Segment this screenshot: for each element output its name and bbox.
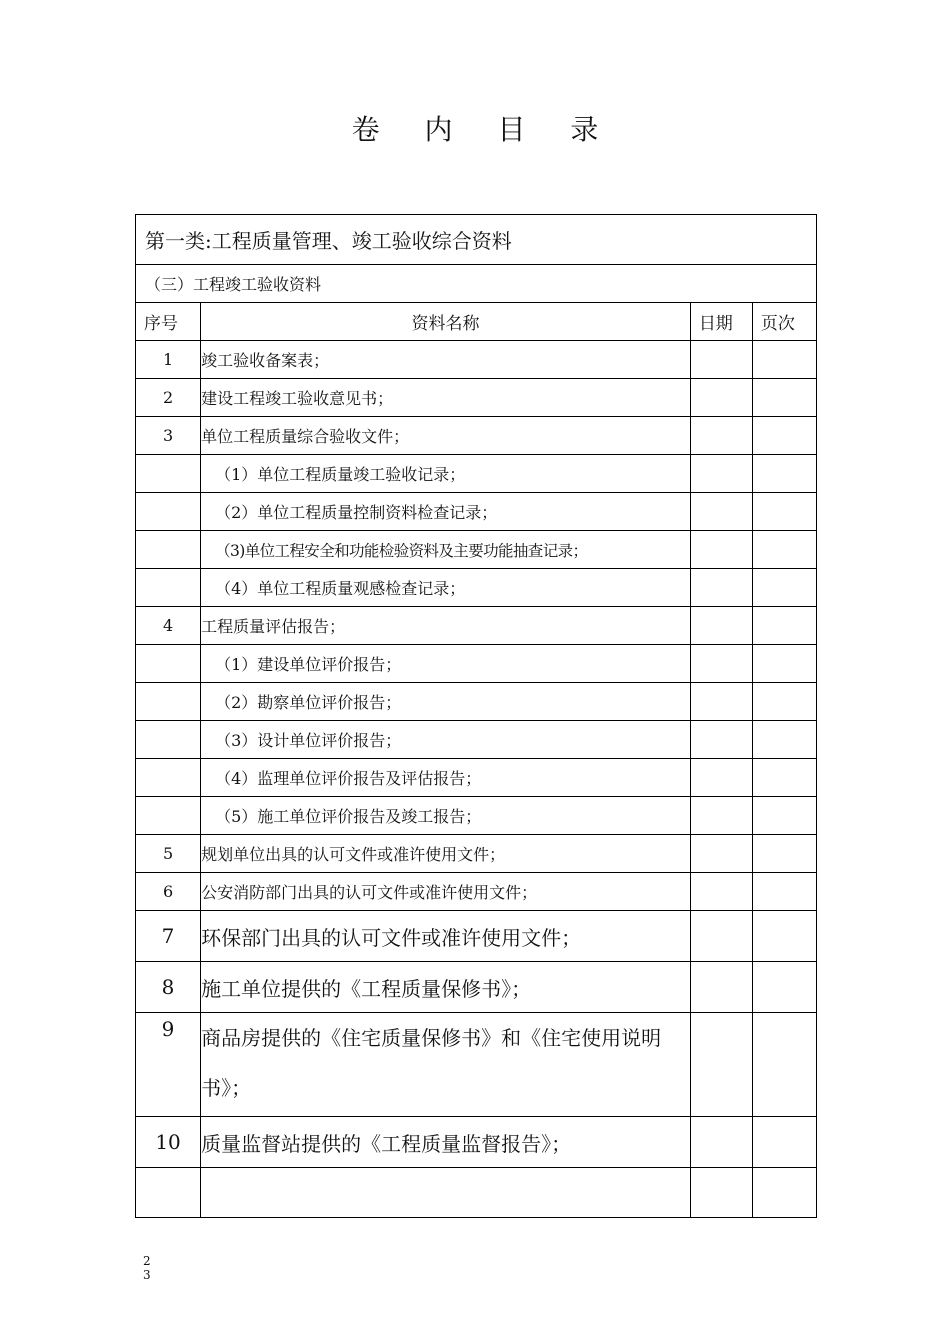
row-name: 规划单位出具的认可文件或准许使用文件； <box>201 835 691 873</box>
row-date <box>690 1117 752 1168</box>
row-name: 公安消防部门出具的认可文件或准许使用文件； <box>201 873 691 911</box>
table-row <box>136 911 817 962</box>
row-seq: 9 <box>136 1013 201 1117</box>
table-row <box>136 531 817 569</box>
row-page <box>752 569 816 607</box>
table-row <box>136 1013 817 1117</box>
header-seq: 序号 <box>136 303 201 341</box>
row-seq: 7 <box>136 911 201 962</box>
table-row <box>136 455 817 493</box>
row-page <box>752 341 816 379</box>
table-row <box>136 759 817 797</box>
row-page <box>752 493 816 531</box>
table-row <box>136 962 817 1013</box>
row-name: （1）建设单位评价报告； <box>201 645 691 683</box>
row-seq: 1 <box>136 341 201 379</box>
row-page <box>752 835 816 873</box>
row-date <box>690 1013 752 1117</box>
row-seq <box>136 493 201 531</box>
row-seq <box>136 569 201 607</box>
row-page <box>752 607 816 645</box>
row-seq <box>136 455 201 493</box>
row-page <box>752 1013 816 1117</box>
row-seq <box>136 797 201 835</box>
row-page <box>752 1117 816 1168</box>
row-page <box>752 962 816 1013</box>
row-page <box>752 379 816 417</box>
table-row <box>136 1168 817 1218</box>
contents-table <box>135 214 817 1218</box>
table-header-row <box>136 303 817 341</box>
row-page <box>752 645 816 683</box>
row-seq: 3 <box>136 417 201 455</box>
row-name: （5）施工单位评价报告及竣工报告； <box>201 797 691 835</box>
table-row <box>136 1117 817 1168</box>
row-name: （3）设计单位评价报告； <box>201 721 691 759</box>
row-seq <box>136 721 201 759</box>
row-date <box>690 455 752 493</box>
header-page: 页次 <box>752 303 816 341</box>
row-date <box>690 873 752 911</box>
table-row <box>136 683 817 721</box>
row-page <box>752 417 816 455</box>
row-page <box>752 1168 816 1218</box>
row-date <box>690 569 752 607</box>
row-seq: 6 <box>136 873 201 911</box>
row-date <box>690 607 752 645</box>
row-date <box>690 683 752 721</box>
row-name: 质量监督站提供的《工程质量监督报告》； <box>201 1117 691 1168</box>
row-name: （4）单位工程质量观感检查记录； <box>201 569 691 607</box>
row-name: 施工单位提供的《工程质量保修书》； <box>201 962 691 1013</box>
row-seq <box>136 531 201 569</box>
row-date <box>690 911 752 962</box>
row-name: 商品房提供的《住宅质量保修书》和《住宅使用说明书》； <box>201 1013 691 1117</box>
table-row <box>136 493 817 531</box>
row-date <box>690 759 752 797</box>
row-name: （4）监理单位评价报告及评估报告； <box>201 759 691 797</box>
row-page <box>752 759 816 797</box>
row-seq: 2 <box>136 379 201 417</box>
table-row <box>136 341 817 379</box>
table-row <box>136 569 817 607</box>
page-number <box>143 1254 151 1282</box>
table-row <box>136 797 817 835</box>
row-name: （2）勘察单位评价报告； <box>201 683 691 721</box>
row-date <box>690 493 752 531</box>
row-date <box>690 962 752 1013</box>
row-date <box>690 835 752 873</box>
row-date <box>690 1168 752 1218</box>
row-name: （1）单位工程质量竣工验收记录； <box>201 455 691 493</box>
subcategory-heading: （三）工程竣工验收资料 <box>136 265 817 303</box>
row-seq: 4 <box>136 607 201 645</box>
row-page <box>752 797 816 835</box>
row-name: 单位工程质量综合验收文件； <box>201 417 691 455</box>
row-name <box>201 1168 691 1218</box>
table-row <box>136 873 817 911</box>
row-seq: 5 <box>136 835 201 873</box>
row-date <box>690 721 752 759</box>
row-page <box>752 721 816 759</box>
page-number-line-1: 2 <box>143 1254 151 1268</box>
row-page <box>752 455 816 493</box>
table-row <box>136 417 817 455</box>
row-page <box>752 683 816 721</box>
row-seq <box>136 1168 201 1218</box>
category-heading: 第一类:工程质量管理、竣工验收综合资料 <box>136 215 817 265</box>
row-name: 竣工验收备案表； <box>201 341 691 379</box>
page-number-line-2: 3 <box>143 1268 151 1282</box>
row-name: 工程质量评估报告； <box>201 607 691 645</box>
row-date <box>690 341 752 379</box>
table-row <box>136 607 817 645</box>
row-seq: 8 <box>136 962 201 1013</box>
row-name: （2）单位工程质量控制资料检查记录； <box>201 493 691 531</box>
row-date <box>690 531 752 569</box>
table-row <box>136 835 817 873</box>
row-date <box>690 379 752 417</box>
row-name: （3)单位工程安全和功能检验资料及主要功能抽查记录； <box>201 531 691 569</box>
table-row <box>136 379 817 417</box>
row-page <box>752 911 816 962</box>
row-date <box>690 417 752 455</box>
row-seq: 10 <box>136 1117 201 1168</box>
row-date <box>690 645 752 683</box>
page-title: 卷 内 目 录 <box>351 113 617 146</box>
header-date: 日期 <box>690 303 752 341</box>
row-seq <box>136 645 201 683</box>
table-row <box>136 645 817 683</box>
header-name: 资料名称 <box>201 303 691 341</box>
row-name: 环保部门出具的认可文件或准许使用文件； <box>201 911 691 962</box>
row-date <box>690 797 752 835</box>
row-seq <box>136 759 201 797</box>
row-page <box>752 873 816 911</box>
table-row <box>136 721 817 759</box>
row-name: 建设工程竣工验收意见书； <box>201 379 691 417</box>
row-seq <box>136 683 201 721</box>
row-page <box>752 531 816 569</box>
